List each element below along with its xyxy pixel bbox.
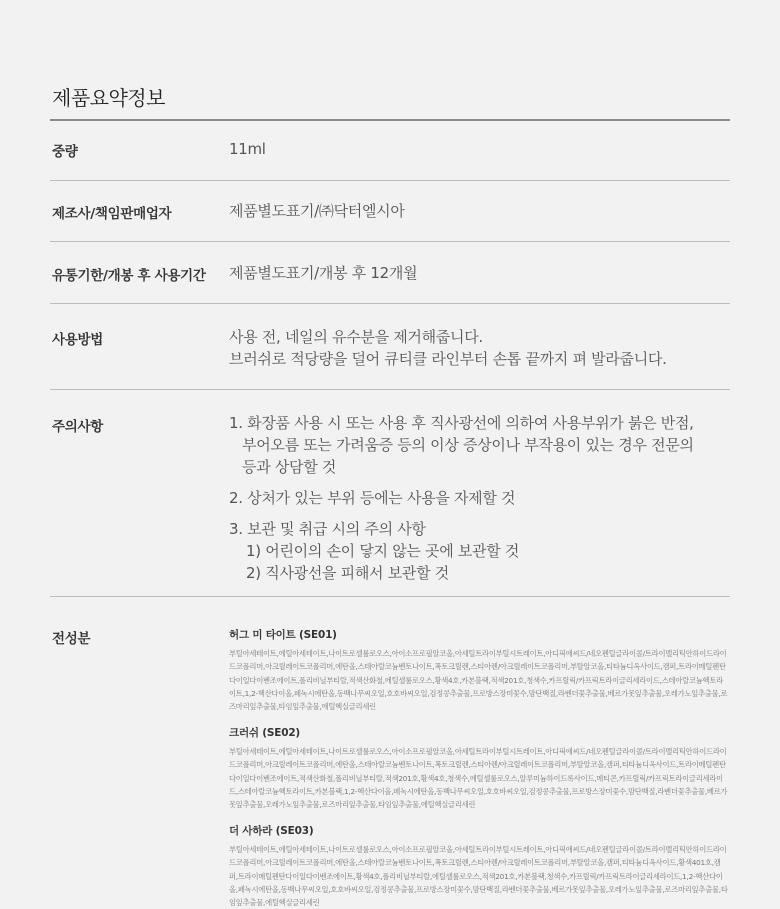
caution-item-3-sub: 1) 어린이의 손이 닿지 않는 곳에 보관할 것	[246, 542, 520, 560]
caution-item-3: 3. 보관 및 취급 시의 주의 사항	[229, 520, 426, 538]
maker-label: 제조사/책임판매업자	[52, 206, 172, 222]
ingredient-list: 부틸아세테이트,에틸아세테이트,나이트로셀룰로오스,아이소프로필알코올,아세틸트라이부틸시트레이트,아디픽애씨드/네오펜틸글라이콜/트라이멜리틱안하이드라이드코폴리머,아크릴레이트코폴리머,에탄올,스테아랄코늄벤토나이트,폭토크릴렌,스티아렌/아크릴레이트코폴리머,부탈알코올,캠퍼,티타늄디옥사이드,트라이메틸펜탄다이일다이벤조에이트,적색산화철,폴리비닐부티랄,적색201호,황색4호,청색수,에틸셀룰로오스,알루미늄하이드록사이드,메티콘,카프릴릭/카프릭트라이글리세라이드,스테아랄코늄헥토라이트,카본블랙,1,2-헥산다이올,페녹시에탄올,동백나무씨오일,호호바씨오일,검정콩추출물,프로방스장미꽃수,맘단백질,라벤더꽃추출물,베르가못잎추출물,오레가노잎추출물,로즈마리잎추출물,타임잎추출물,에틸헥실글리세린	[229, 747, 728, 810]
product-name: 허그 미 타이트 (SE01)	[229, 629, 337, 641]
ingredient-block	[229, 627, 729, 713]
usage-line: 사용 전, 네일의 유수분을 제거해줍니다.	[229, 328, 483, 346]
ingredient-block	[229, 725, 729, 811]
expiry-value: 제품별도표기/개봉 후 12개월	[229, 264, 418, 282]
ingredients-label: 전성분	[52, 631, 91, 647]
ingredient-block	[229, 823, 729, 909]
page-title: 제품요약정보	[52, 86, 165, 110]
ingredient-list: 부틸아세테이트,에틸아세테이트,나이트로셀룰로오스,아이소프로필알코올,아세틸트라이부틸시트레이트,아디픽애씨드/네오펜틸글라이콜/트라이멜리틱안하이드라이드코폴리머,아크릴레이트코폴리머,에탄올,스테아랄코늄벤토나이트,폭토크릴렌,스티아렌/아크릴레이트코폴리머,부탈알코올,티타늄디옥사이드,캠퍼,트라이메틸펜탄다이일다이벤조에이트,폴리비닐부티랄,적색산화철,에틸셀룰로오스,황색4호,카본블랙,적색201호,청색수,카프릴릭/카프릭트라이글리세라이드,스테아랄코늄헥토라이트,1,2-헥산다이올,페녹시에탄올,동백나무씨오일,호호바씨오일,검정콩추출물,프로방스장미꽃수,맘단백질,라벤더꽃추출물,베르가못잎추출물,오레가노잎추출물,로즈마리잎추출물,타임잎추출물,에틸헥실글리세린	[229, 649, 728, 712]
usage-line: 브러쉬로 적당량을 덜어 큐티클 라인부터 손톱 끝까지 펴 발라줍니다.	[229, 350, 667, 368]
row-divider	[50, 180, 730, 181]
maker-value: 제품별도표기/㈜닥터엘시아	[229, 202, 405, 220]
weight-value: 11ml	[229, 140, 266, 158]
caution-list	[229, 412, 694, 584]
title-divider	[50, 119, 730, 121]
caution-item-2: 2. 상처가 있는 부위 등에는 사용을 자제할 것	[229, 489, 516, 507]
ingredient-list: 부틸아세테이트,에틸아세테이트,나이트로셀룰로오스,아이소프로필알코올,아세틸트라이부틸시트레이트,아디픽애씨드/네오펜틸글라이콜/트라이멜리틱안하이드라이드코폴리머,아크릴레이트코폴리머,에탄올,스테아랄코늄벤토나이트,폭토크릴렌,스티아렌/아크릴레이트코폴리머,부탈알코올,캠퍼,티타늄디옥사이드,황색401호,캠퍼,트라이메틸펜탄다이일다이벤조에이트,황색4호,폴리비닐부티랄,에틸셀룰로오스,적색201호,카본블랙,청색수,카프릴릭/카프릭트라이글리세라이드,1,2-헥산다이올,페녹시에탄올,동백나무씨오일,호호바씨오일,검정콩추출물,프로방스장미꽃수,맘단백질,라벤더꽃추출물,베르가못잎추출물,오레가노잎추출물,로즈마리잎추출물,타임잎추출물,에틸헥실글리세린	[229, 845, 728, 908]
product-name: 더 사하라 (SE03)	[229, 825, 314, 837]
usage-label: 사용방법	[52, 332, 103, 348]
caution-item-1: 1. 화장품 사용 시 또는 사용 후 직사광선에 의하여 사용부위가 붉은 반점,	[229, 414, 694, 432]
caution-item-1-cont: 부어오름 또는 가려움증 등의 이상 증상이나 부작용이 있는 경우 전문의	[242, 436, 694, 454]
row-divider	[50, 389, 730, 390]
weight-label: 중량	[52, 144, 78, 160]
row-divider	[50, 241, 730, 242]
row-divider	[50, 596, 730, 597]
usage-text	[229, 326, 667, 370]
caution-label: 주의사항	[52, 419, 103, 435]
product-name: 크러쉬 (SE02)	[229, 727, 301, 739]
caution-item-1-cont: 등과 상담할 것	[242, 458, 337, 476]
row-divider	[50, 303, 730, 304]
caution-item-3-sub: 2) 직사광선을 피해서 보관할 것	[246, 564, 449, 582]
expiry-label: 유통기한/개봉 후 사용기간	[52, 268, 206, 284]
